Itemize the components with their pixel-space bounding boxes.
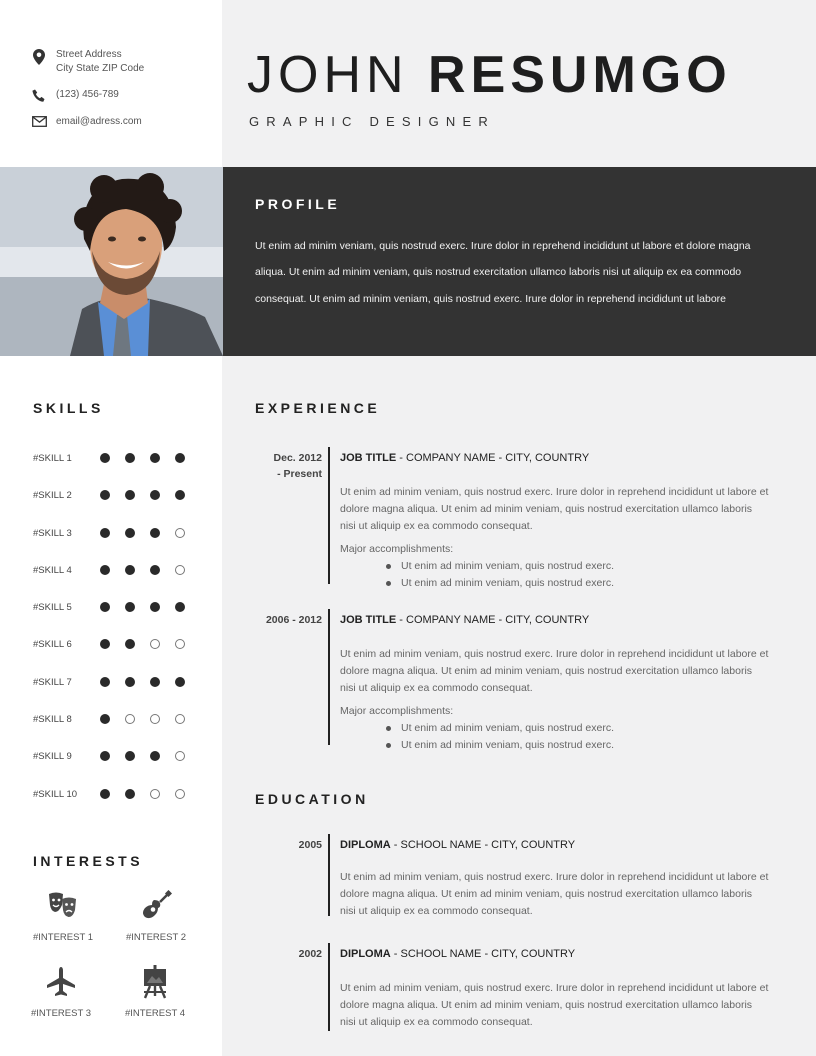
experience-job-title: JOB TITLE bbox=[340, 614, 397, 626]
easel-icon bbox=[110, 964, 200, 1000]
address-line-2: City State ZIP Code bbox=[56, 63, 145, 74]
experience-heading: EXPERIENCE bbox=[255, 400, 381, 416]
email-address: email@adress.com bbox=[56, 116, 142, 127]
profile-photo bbox=[0, 167, 223, 356]
rating-dot-filled bbox=[100, 751, 110, 761]
rating-dot-filled bbox=[150, 751, 160, 761]
rating-dot-filled bbox=[125, 602, 135, 612]
rating-dot-filled bbox=[125, 677, 135, 687]
envelope-icon bbox=[30, 116, 48, 127]
rating-dot-filled bbox=[125, 639, 135, 649]
experience-description: Ut enim ad minim veniam, quis nostrud exerc. Irure dolor in reprehend incididunt ut labore et dolore magna aliqua. Ut enim ad minim veniam, quis nostrud exercitation ullamco laboris nisi ut aliquip ex ea commodo consequat. bbox=[340, 486, 769, 532]
airplane-icon bbox=[16, 964, 106, 1000]
skill-name: #SKILL 1 bbox=[33, 453, 72, 464]
education-heading: EDUCATION bbox=[255, 791, 369, 807]
interests-heading: INTERESTS bbox=[33, 853, 144, 869]
rating-dot-filled bbox=[175, 453, 185, 463]
contact-address bbox=[30, 48, 215, 76]
experience-date-start: 2006 - 2012 bbox=[265, 614, 322, 626]
list-item: Ut enim ad minim veniam, quis nostrud exerc. bbox=[386, 737, 770, 754]
skill-row bbox=[33, 710, 213, 747]
rating-dot-filled bbox=[100, 602, 110, 612]
rating-dot-filled bbox=[100, 565, 110, 575]
skills-list bbox=[33, 449, 213, 822]
experience-heading-line bbox=[340, 450, 770, 466]
interest-item-3 bbox=[16, 964, 106, 1019]
rating-dot-empty bbox=[175, 528, 185, 538]
experience-heading-line bbox=[340, 612, 770, 628]
timeline-line bbox=[328, 609, 330, 745]
profile-text: Ut enim ad minim veniam, quis nostrud exerc. Irure dolor in reprehend incididunt ut labore et dolore magna aliqua. Ut enim ad minim veniam, quis nostrud exercitation ullamco laboris nisi ut aliquip ex ea commodo consequat. Ut enim ad minim veniam, quis nostrud exerc. Irure dolor in reprehend incididunt ut labore bbox=[255, 240, 751, 305]
skill-name: #SKILL 8 bbox=[33, 714, 72, 726]
interest-label-3: #INTEREST 3 bbox=[30, 1008, 91, 1019]
rating-dot-filled bbox=[150, 602, 160, 612]
address-line-1: Street Address bbox=[56, 49, 122, 60]
education-description: Ut enim ad minim veniam, quis nostrud exerc. Irure dolor in reprehend incididunt ut labore et dolore magna aliqua. Ut enim ad minim veniam, quis nostrud exercitation ullamco laboris nisi ut aliquip ex ea commodo consequat. bbox=[340, 982, 769, 1028]
list-item: Ut enim ad minim veniam, quis nostrud exerc. bbox=[386, 575, 770, 592]
rating-dot-filled bbox=[125, 528, 135, 538]
rating-dot-filled bbox=[100, 789, 110, 799]
rating-dot-filled bbox=[100, 639, 110, 649]
candidate-name bbox=[247, 44, 732, 106]
education-diploma: DIPLOMA bbox=[340, 839, 391, 851]
list-item: Ut enim ad minim veniam, quis nostrud exerc. bbox=[386, 558, 770, 575]
experience-date-end: - Present bbox=[277, 468, 322, 480]
rating-dot-empty bbox=[125, 714, 135, 724]
rating-dot-filled bbox=[100, 490, 110, 500]
rating-dot-filled bbox=[100, 714, 110, 724]
education-heading-line bbox=[340, 946, 770, 962]
accomplishments-list bbox=[386, 720, 770, 754]
education-description: Ut enim ad minim veniam, quis nostrud exerc. Irure dolor in reprehend incididunt ut labore et dolore magna aliqua. Ut enim ad minim veniam, quis nostrud exercitation ullamco laboris nisi ut aliquip ex ea commodo consequat. bbox=[340, 871, 769, 917]
accomplishments-label: Major accomplishments: bbox=[340, 543, 454, 555]
education-year-1: 2005 bbox=[298, 839, 322, 851]
interest-item-1 bbox=[18, 888, 108, 943]
experience-job-title: JOB TITLE bbox=[340, 452, 397, 464]
skill-row bbox=[33, 747, 213, 784]
skill-row bbox=[33, 785, 213, 822]
interest-item-2 bbox=[111, 888, 201, 943]
skill-row bbox=[33, 524, 213, 561]
phone-icon bbox=[30, 89, 48, 103]
education-heading-line bbox=[340, 837, 770, 853]
timeline-line bbox=[328, 447, 330, 584]
rating-dot-filled bbox=[100, 528, 110, 538]
rating-dot-empty bbox=[150, 639, 160, 649]
rating-dot-filled bbox=[175, 490, 185, 500]
theater-masks-icon bbox=[18, 888, 108, 924]
guitar-icon bbox=[111, 888, 201, 924]
rating-dot-filled bbox=[150, 565, 160, 575]
rating-dot-filled bbox=[150, 453, 160, 463]
skill-row bbox=[33, 598, 213, 635]
experience-company: - COMPANY NAME - CITY, COUNTRY bbox=[396, 614, 590, 626]
rating-dot-filled bbox=[150, 490, 160, 500]
rating-dot-filled bbox=[125, 453, 135, 463]
timeline-line bbox=[328, 943, 330, 1031]
interest-label-1: #INTEREST 1 bbox=[32, 932, 93, 943]
skill-name: #SKILL 5 bbox=[33, 602, 72, 614]
rating-dot-filled bbox=[175, 602, 185, 612]
education-year-2: 2002 bbox=[298, 948, 322, 960]
job-title: GRAPHIC DESIGNER bbox=[249, 114, 495, 129]
education-school: - SCHOOL NAME - CITY, COUNTRY bbox=[390, 839, 576, 851]
profile-heading: PROFILE bbox=[255, 196, 341, 212]
accomplishments-list bbox=[386, 558, 770, 592]
last-name: RESUMGO bbox=[428, 46, 732, 104]
skill-row bbox=[33, 635, 213, 672]
interest-label-2: #INTEREST 2 bbox=[125, 932, 186, 943]
experience-date-1 bbox=[240, 450, 322, 482]
list-item: Ut enim ad minim veniam, quis nostrud exerc. bbox=[386, 720, 770, 737]
skill-row bbox=[33, 449, 213, 486]
skill-name: #SKILL 4 bbox=[33, 564, 72, 576]
rating-dot-filled bbox=[100, 677, 110, 687]
skill-name: #SKILL 6 bbox=[33, 639, 72, 651]
skill-row bbox=[33, 673, 213, 710]
skill-name: #SKILL 10 bbox=[33, 788, 78, 800]
rating-dot-empty bbox=[175, 565, 185, 575]
experience-date-start: Dec. 2012 bbox=[273, 452, 322, 464]
skills-heading: SKILLS bbox=[33, 400, 104, 416]
rating-dot-filled bbox=[150, 528, 160, 538]
rating-dot-filled bbox=[125, 565, 135, 575]
experience-description: Ut enim ad minim veniam, quis nostrud exerc. Irure dolor in reprehend incididunt ut labore et dolore magna aliqua. Ut enim ad minim veniam, quis nostrud exercitation ullamco laboris nisi ut aliquip ex ea commodo consequat. bbox=[340, 648, 769, 694]
rating-dot-filled bbox=[175, 677, 185, 687]
experience-date-2 bbox=[240, 612, 322, 628]
rating-dot-filled bbox=[125, 751, 135, 761]
location-pin-icon bbox=[30, 49, 48, 65]
contact-email bbox=[30, 115, 215, 129]
skill-name: #SKILL 9 bbox=[33, 751, 72, 763]
skill-row bbox=[33, 486, 213, 523]
skill-name: #SKILL 7 bbox=[33, 676, 72, 688]
rating-dot-empty bbox=[175, 751, 185, 761]
rating-dot-filled bbox=[125, 490, 135, 500]
phone-number: (123) 456-789 bbox=[56, 89, 119, 100]
rating-dot-empty bbox=[150, 714, 160, 724]
education-school: - SCHOOL NAME - CITY, COUNTRY bbox=[390, 948, 576, 960]
skill-name: #SKILL 2 bbox=[33, 490, 72, 502]
skill-row bbox=[33, 561, 213, 598]
interest-label-4: #INTEREST 4 bbox=[124, 1008, 185, 1019]
first-name: JOHN bbox=[247, 46, 409, 104]
rating-dot-empty bbox=[175, 639, 185, 649]
experience-company: - COMPANY NAME - CITY, COUNTRY bbox=[396, 452, 590, 464]
contact-phone bbox=[30, 88, 215, 103]
rating-dot-filled bbox=[125, 789, 135, 799]
interest-item-4 bbox=[110, 964, 200, 1019]
education-diploma: DIPLOMA bbox=[340, 948, 391, 960]
rating-dot-filled bbox=[100, 453, 110, 463]
rating-dot-empty bbox=[175, 714, 185, 724]
skill-name: #SKILL 3 bbox=[33, 527, 72, 539]
timeline-line bbox=[328, 834, 330, 916]
profile-section bbox=[223, 167, 816, 356]
contact-block bbox=[30, 48, 215, 141]
rating-dot-empty bbox=[150, 789, 160, 799]
rating-dot-filled bbox=[150, 677, 160, 687]
rating-dot-empty bbox=[175, 789, 185, 799]
accomplishments-label: Major accomplishments: bbox=[340, 705, 454, 717]
